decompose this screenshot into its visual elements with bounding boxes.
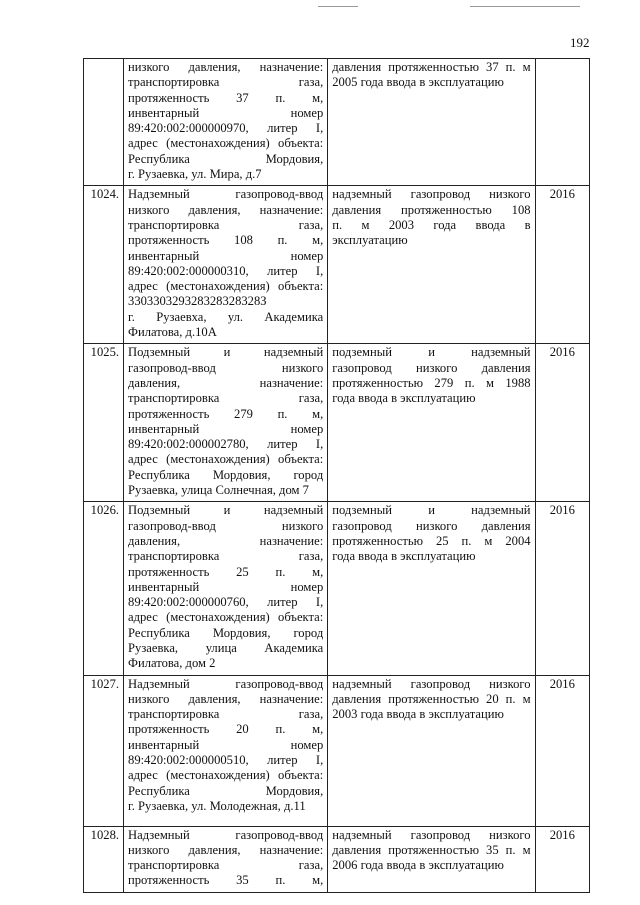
year-cell: 2016 xyxy=(535,344,589,502)
technical-description-line: протяженностью 279 п. м 1988 xyxy=(332,375,531,390)
object-description-line: Республика Мордовия, город xyxy=(128,625,324,640)
technical-description-cell xyxy=(328,502,535,675)
object-description-line: инвентарный номер xyxy=(128,579,324,594)
object-description-line: газопровод-ввод низкого xyxy=(128,518,324,533)
row-number xyxy=(84,59,124,186)
object-description-line: транспортировка газа, xyxy=(128,707,324,722)
technical-description-line: газопровод низкого давления xyxy=(332,360,531,375)
object-description-line: 89:420:002:000000760, литер I, xyxy=(128,595,324,610)
object-description-line: адрес (местонахождения) объекта: xyxy=(128,136,324,151)
object-description-line: транспортировка газа, xyxy=(128,75,324,90)
object-description-line: транспортировка газа, xyxy=(128,391,324,406)
technical-description-line: газопровод низкого давления xyxy=(332,518,531,533)
object-description-line: низкого давления, назначение: xyxy=(128,691,324,706)
object-description-line: Надземный газопровод-ввод xyxy=(128,187,324,202)
object-description-line: адрес (местонахождения) объекта: xyxy=(128,610,324,625)
row-number: 1028. xyxy=(84,826,124,892)
object-description-cell xyxy=(124,675,328,826)
object-description-line: адрес (местонахождения) объекта: xyxy=(128,279,324,294)
object-description-line: низкого давления, назначение: xyxy=(128,842,324,857)
technical-description-line: надземный газопровод низкого xyxy=(332,187,531,202)
object-description-line: транспортировка газа, xyxy=(128,217,324,232)
object-description-cell xyxy=(124,186,328,344)
object-description-line: протяженность 20 п. м, xyxy=(128,722,324,737)
object-description-line: низкого давления, назначение: xyxy=(128,202,324,217)
object-description-line: инвентарный номер xyxy=(128,737,324,752)
technical-description-line: года ввода в эксплуатацию xyxy=(332,549,476,564)
object-description-line: 89:420:002:000000510, литер I, xyxy=(128,753,324,768)
object-description-line: давления, назначение: xyxy=(128,533,324,548)
table-row xyxy=(84,344,590,502)
object-description-line: транспортировка газа, xyxy=(128,858,324,873)
scan-artifact xyxy=(318,6,358,7)
year-cell xyxy=(535,59,589,186)
object-description-line: низкого давления, назначение: xyxy=(128,60,324,74)
object-description-line: г. Рузаевха, ул. Академика xyxy=(128,309,324,324)
object-description-line: 330330329328328328328З xyxy=(128,294,267,309)
technical-description-line: давления протяженностью 108 xyxy=(332,202,531,217)
object-description-line: Рузаевка, улица Солнечная, дом 7 xyxy=(128,483,309,498)
year-cell: 2016 xyxy=(535,675,589,826)
row-number: 1026. xyxy=(84,502,124,675)
technical-description-line: года ввода в эксплуатацию xyxy=(332,391,476,406)
object-description-line: адрес (местонахождения) объекта: xyxy=(128,768,324,783)
object-description-line: Филатова, дом 2 xyxy=(128,656,216,671)
technical-description-cell xyxy=(328,59,535,186)
object-description-line: г. Рузаевка, ул. Молодежная, д.11 xyxy=(128,798,306,813)
object-description-line: 89:420:002:000000310, литер I, xyxy=(128,263,324,278)
object-description-line: Республика Мордовия, город xyxy=(128,467,324,482)
object-description-line: протяженность 279 п. м, xyxy=(128,406,324,421)
technical-description-cell xyxy=(328,826,535,892)
object-description-line: Республика Мордовия, xyxy=(128,151,324,166)
object-description-line: Надземный газопровод-ввод xyxy=(128,827,324,842)
register-table-body xyxy=(84,59,590,893)
technical-description-line: надземный газопровод низкого xyxy=(332,676,531,691)
object-description-cell xyxy=(124,344,328,502)
object-description-line: г. Рузаевка, ул. Мира, д.7 xyxy=(128,167,262,182)
object-description-line: Подземный и надземный xyxy=(128,345,324,360)
table-row xyxy=(84,502,590,675)
technical-description-line: подземный и надземный xyxy=(332,503,531,518)
object-description-line: протяженность 25 п. м, xyxy=(128,564,324,579)
table-row xyxy=(84,186,590,344)
register-table xyxy=(83,58,590,893)
table-row xyxy=(84,826,590,892)
object-description-cell xyxy=(124,826,328,892)
object-description-line: 89:420:002:000000970, литер I, xyxy=(128,121,324,136)
year-cell: 2016 xyxy=(535,826,589,892)
technical-description-line: 2005 года ввода в эксплуатацию xyxy=(332,75,504,90)
object-description-line: газопровод-ввод низкого xyxy=(128,360,324,375)
row-number: 1024. xyxy=(84,186,124,344)
object-description-line: протяженность 37 п. м, xyxy=(128,90,324,105)
object-description-cell xyxy=(124,502,328,675)
table-row xyxy=(84,59,590,186)
object-description-line: давления, назначение: xyxy=(128,375,324,390)
object-description-line: Надземный газопровод-ввод xyxy=(128,676,324,691)
object-description-line: Филатова, д.10А xyxy=(128,325,217,340)
technical-description-line: давления протяженностью 35 п. м xyxy=(332,842,531,857)
row-number: 1027. xyxy=(84,675,124,826)
object-description-line: адрес (местонахождения) объекта: xyxy=(128,452,324,467)
technical-description-line: эксплуатацию xyxy=(332,233,408,248)
year-cell: 2016 xyxy=(535,502,589,675)
technical-description-cell xyxy=(328,675,535,826)
scan-artifact xyxy=(470,6,580,7)
technical-description-line: надземный газопровод низкого xyxy=(332,827,531,842)
object-description-line: Республика Мордовия, xyxy=(128,783,324,798)
technical-description-line: давления протяженностью 20 п. м xyxy=(332,691,531,706)
technical-description-line: подземный и надземный xyxy=(332,345,531,360)
page-number: 192 xyxy=(570,35,590,50)
object-description-line: инвентарный номер xyxy=(128,421,324,436)
year-cell: 2016 xyxy=(535,186,589,344)
object-description-cell xyxy=(124,59,328,186)
technical-description-line: п. м 2003 года ввода в xyxy=(332,217,531,232)
technical-description-line: протяженностью 25 п. м 2004 xyxy=(332,533,531,548)
technical-description-line: давления протяженностью 37 п. м xyxy=(332,60,531,74)
table-row xyxy=(84,675,590,826)
object-description-line: инвентарный номер xyxy=(128,105,324,120)
object-description-line: 89:420:002:000002780, литер I, xyxy=(128,437,324,452)
object-description-line: протяженность 108 п. м, xyxy=(128,233,324,248)
object-description-line: Подземный и надземный xyxy=(128,503,324,518)
technical-description-cell xyxy=(328,186,535,344)
technical-description-line: 2006 года ввода в эксплуатацию xyxy=(332,858,504,873)
object-description-line: Рузаевка, улица Академика xyxy=(128,640,324,655)
technical-description-line: 2003 года ввода в эксплуатацию xyxy=(332,707,504,722)
object-description-line: транспортировка газа, xyxy=(128,549,324,564)
technical-description-cell xyxy=(328,344,535,502)
object-description-line: инвентарный номер xyxy=(128,248,324,263)
row-number: 1025. xyxy=(84,344,124,502)
object-description-line: протяженность 35 п. м, xyxy=(128,873,324,888)
